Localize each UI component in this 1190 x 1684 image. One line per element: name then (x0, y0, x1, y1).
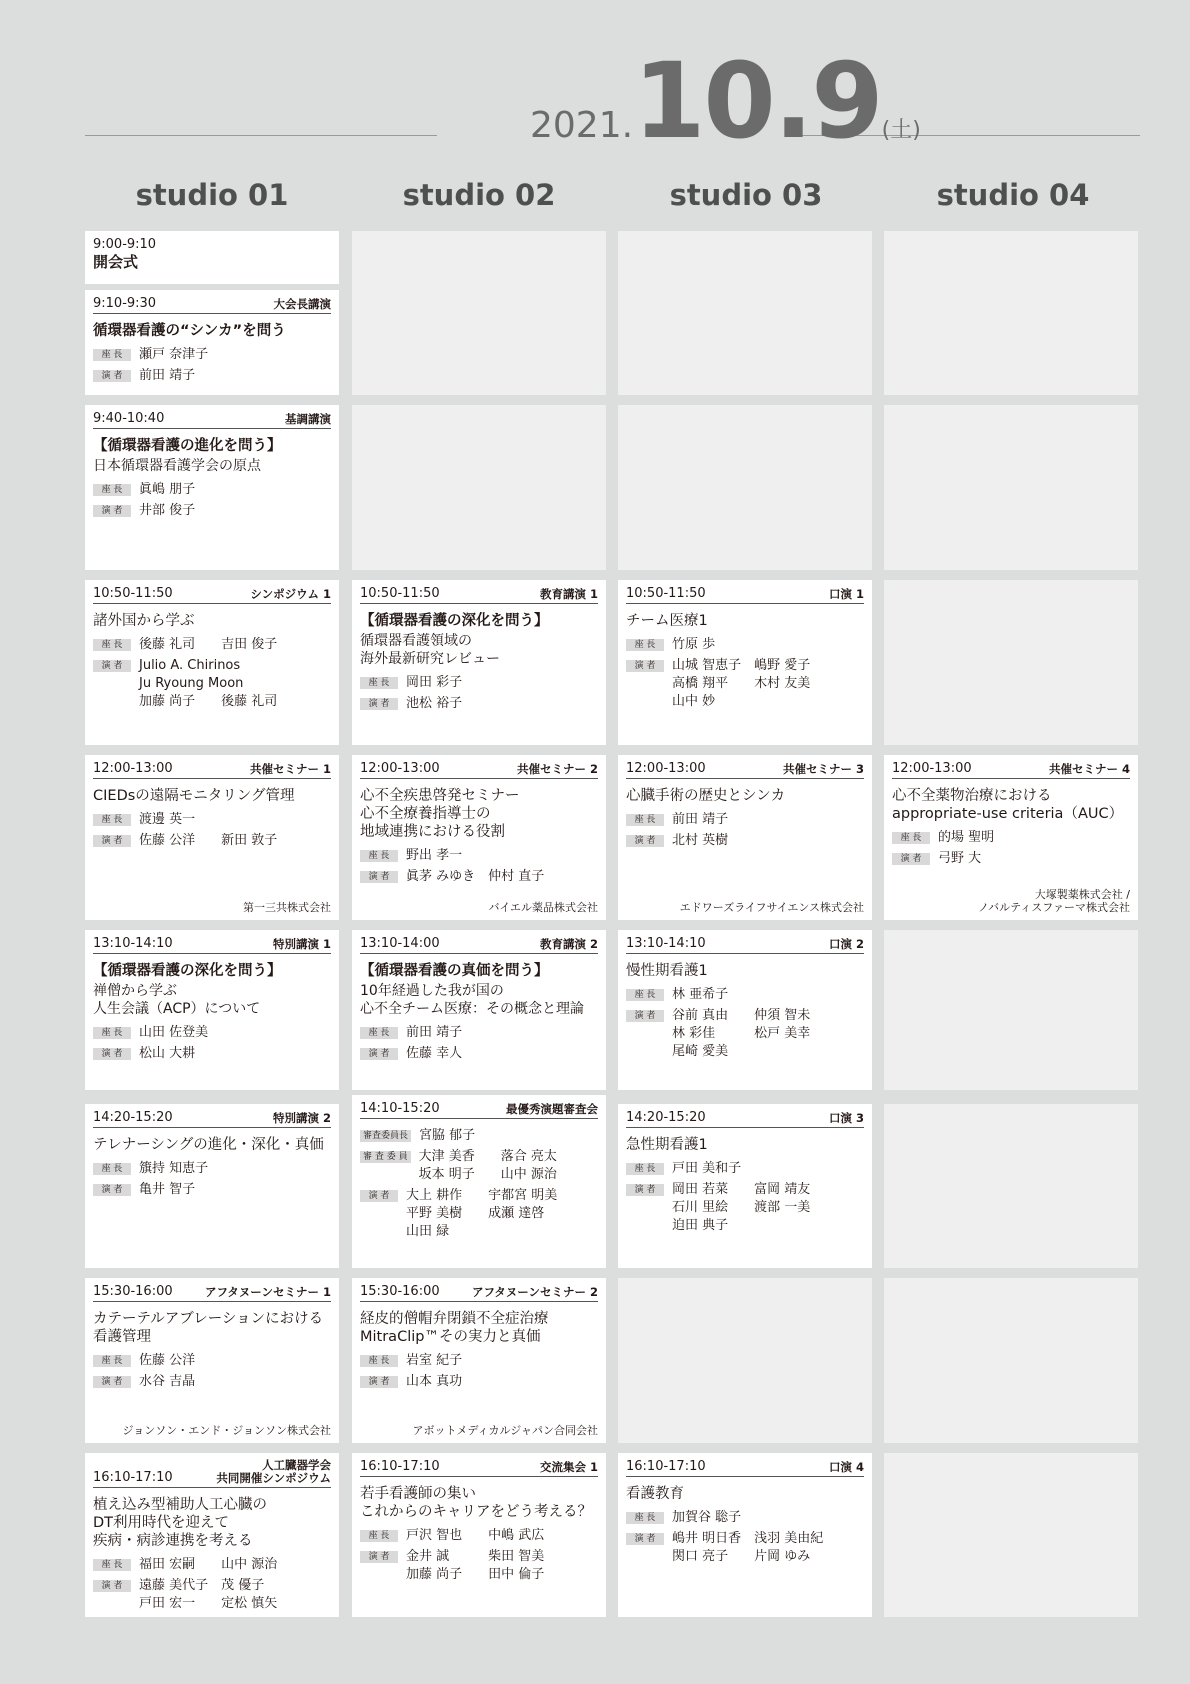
session-time: 14:10-15:20 (360, 1101, 440, 1116)
session-card[interactable] (618, 755, 872, 920)
session-sponsor: エドワーズライフサイエンス株式会社 (679, 901, 864, 914)
session-header (93, 761, 331, 779)
session-roles (93, 1352, 331, 1391)
session-header (360, 761, 598, 779)
session-title: 慢性期看護1 (626, 963, 708, 979)
session-time: 13:10-14:10 (93, 936, 173, 951)
event-date (530, 40, 921, 162)
studio-01-header: studio 01 (135, 178, 289, 212)
session-type: アフタヌーンセミナー 1 (205, 1285, 331, 1299)
empty-slot (618, 405, 872, 570)
role-row (360, 695, 598, 713)
session-card[interactable] (352, 930, 606, 1090)
role-row (360, 1045, 598, 1063)
session-time: 10:50-11:50 (626, 586, 706, 601)
session-roles (626, 1509, 864, 1566)
role-names: 谷前 真由 仲須 智未 林 彩佳 松戸 美幸 尾崎 愛美 (672, 1008, 811, 1059)
session-type: 共催セミナー 2 (516, 762, 598, 776)
session-type: 人工臓器学会 共同開催シンポジウム (216, 1458, 331, 1485)
session-type: 大会長講演 (273, 297, 331, 311)
role-names: 前田 靖子 (139, 368, 196, 383)
session-title: チーム医療1 (626, 613, 708, 629)
session-card[interactable] (85, 231, 339, 284)
session-card[interactable] (85, 290, 339, 395)
role-row (626, 811, 864, 829)
empty-slot (618, 231, 872, 395)
session-time: 14:20-15:20 (626, 1110, 706, 1125)
session-title: CIEDsの遠隔モニタリング管理 (93, 788, 295, 804)
empty-slot (884, 1278, 1138, 1443)
role-row (626, 1530, 864, 1566)
session-card[interactable] (85, 580, 339, 745)
role-names: 加賀谷 聡子 (672, 1510, 742, 1525)
role-names: 山本 真功 (406, 1374, 463, 1389)
role-row (93, 1181, 331, 1199)
session-title: 【循環器看護の深化を問う】 (360, 613, 549, 629)
session-time: 12:00-13:00 (93, 761, 173, 776)
session-type: 特別講演 2 (272, 1111, 331, 1125)
role-label: 演 者 (626, 1010, 664, 1022)
role-row (892, 829, 1130, 847)
role-label: 座 長 (360, 1027, 398, 1039)
role-label: 演 者 (626, 835, 664, 847)
role-row (93, 346, 331, 364)
session-type: 共催セミナー 3 (782, 762, 864, 776)
role-label: 座 長 (93, 484, 131, 496)
role-names: 大津 美香 落合 亮太 坂本 明子 山中 源治 (418, 1149, 557, 1182)
empty-slot (884, 231, 1138, 395)
role-row (626, 636, 864, 654)
role-label: 座 長 (626, 814, 664, 826)
session-time: 15:30-16:00 (93, 1284, 173, 1299)
role-names: 井部 俊子 (139, 503, 196, 518)
session-title: 急性期看護1 (626, 1137, 708, 1153)
role-row (360, 1527, 598, 1545)
session-header (360, 1459, 598, 1477)
role-names: 眞嶋 朋子 (139, 482, 196, 497)
role-row (93, 832, 331, 850)
role-row (93, 1352, 331, 1370)
session-header (626, 1110, 864, 1128)
role-names: 的場 聖明 (938, 830, 995, 845)
role-row (626, 657, 864, 711)
session-header (93, 1284, 331, 1302)
role-label: 座 長 (626, 989, 664, 1001)
session-time: 14:20-15:20 (93, 1110, 173, 1125)
studio-02-header: studio 02 (402, 178, 556, 212)
role-row (93, 481, 331, 499)
empty-slot (352, 405, 606, 570)
session-card[interactable] (884, 755, 1138, 920)
session-roles (93, 1160, 331, 1199)
session-roles (360, 1352, 598, 1391)
role-label: 演 者 (93, 1184, 131, 1196)
role-names: 水谷 吉晶 (139, 1374, 196, 1389)
role-row (892, 850, 1130, 868)
session-title: 心不全薬物治療における appropriate-use criteria（AUC） (892, 788, 1124, 822)
header (85, 40, 1140, 162)
session-sponsor: アボットメディカルジャパン合同会社 (412, 1424, 598, 1437)
role-row (360, 1127, 598, 1145)
session-type: 共催セミナー 1 (249, 762, 331, 776)
studio-headers (85, 178, 1140, 218)
session-time: 13:10-14:00 (360, 936, 440, 951)
role-label: 演 者 (360, 698, 398, 710)
session-header (360, 1101, 598, 1119)
role-row (93, 502, 331, 520)
role-names: 前田 靖子 (672, 812, 729, 827)
session-title: 【循環器看護の深化を問う】 (93, 963, 282, 979)
session-type: 教育講演 2 (539, 937, 598, 951)
session-type: シンポジウム 1 (250, 587, 331, 601)
studio-03-header: studio 03 (669, 178, 823, 212)
role-row (360, 868, 598, 886)
role-names: 宮脇 郁子 (419, 1128, 476, 1143)
session-card[interactable] (85, 755, 339, 920)
session-time: 10:50-11:50 (93, 586, 173, 601)
session-roles (93, 1556, 331, 1613)
session-time: 12:00-13:00 (892, 761, 972, 776)
date-day: 10.9 (633, 40, 882, 162)
role-label: 座 長 (360, 1530, 398, 1542)
role-row (626, 832, 864, 850)
session-title: 心不全疾患啓発セミナー 心不全療養指導士の 地域連携における役割 (360, 788, 520, 840)
role-label: 座 長 (360, 1355, 398, 1367)
role-row (360, 1187, 598, 1241)
session-time: 12:00-13:00 (360, 761, 440, 776)
role-names: 戸田 美和子 (672, 1161, 742, 1176)
session-header (626, 1459, 864, 1477)
session-card[interactable] (618, 930, 872, 1090)
role-label: 座 長 (93, 1163, 131, 1175)
session-header (93, 586, 331, 604)
session-time: 9:40-10:40 (93, 411, 165, 426)
session-card[interactable] (352, 1453, 606, 1617)
role-names: Julio A. Chirinos Ju Ryoung Moon 加藤 尚子 後藤 礼司 (139, 658, 278, 709)
session-roles (626, 636, 864, 711)
session-title: 植え込み型補助人工心臓の DT利用時代を迎えて 疾病・病診連携を考える (93, 1497, 267, 1549)
session-card[interactable] (618, 1104, 872, 1268)
session-title: 循環器看護の“シンカ”を問う (93, 323, 286, 339)
role-names: 竹原 歩 (672, 637, 716, 652)
role-names: 嶋井 明日香 浅羽 美由紀 関口 亮子 片岡 ゆみ (672, 1531, 824, 1564)
session-header (360, 586, 598, 604)
role-label: 演 者 (360, 1376, 398, 1388)
role-names: 金井 誠 柴田 智美 加藤 尚子 田中 倫子 (406, 1549, 545, 1582)
session-roles (360, 1127, 598, 1241)
role-names: 瀬戸 奈津子 (139, 347, 209, 362)
session-subtitle: 10年経過した我が国の 心不全チーム医療：その概念と理論 (360, 983, 584, 1017)
role-row (360, 847, 598, 865)
session-sponsor: 大塚製薬株式会社 / ノバルティスファーマ株式会社 (977, 888, 1130, 914)
session-roles (626, 811, 864, 850)
role-row (626, 1160, 864, 1178)
session-header (626, 936, 864, 954)
role-names: 眞茅 みゆき 仲村 直子 (406, 869, 545, 884)
session-type: 口演 4 (828, 1460, 864, 1474)
empty-slot (884, 580, 1138, 745)
session-roles (360, 674, 598, 713)
role-names: 遠藤 美代子 茂 優子 戸田 宏一 定松 慎矢 (139, 1578, 278, 1611)
session-time: 16:10-17:10 (93, 1470, 173, 1485)
session-roles (360, 1527, 598, 1584)
session-card[interactable] (352, 1278, 606, 1443)
session-card[interactable] (618, 580, 872, 745)
session-type: 共催セミナー 4 (1048, 762, 1130, 776)
role-label: 座 長 (892, 832, 930, 844)
role-row (93, 657, 331, 711)
session-time: 10:50-11:50 (360, 586, 440, 601)
role-label: 演 者 (93, 660, 131, 672)
session-card[interactable] (618, 1453, 872, 1617)
role-row (93, 367, 331, 385)
role-label: 座 長 (93, 639, 131, 651)
role-label: 演 者 (360, 1190, 398, 1202)
role-label: 演 者 (360, 1551, 398, 1563)
role-names: 林 亜希子 (672, 987, 729, 1002)
session-time: 9:00-9:10 (93, 237, 157, 252)
role-label: 座 長 (360, 850, 398, 862)
session-subtitle: 日本循環器看護学会の原点 (93, 458, 261, 474)
session-header (93, 1459, 331, 1488)
session-time: 16:10-17:10 (626, 1459, 706, 1474)
role-names: 亀井 智子 (139, 1182, 196, 1197)
role-names: 岡田 彩子 (406, 675, 463, 690)
session-roles (626, 986, 864, 1061)
session-roles (626, 1160, 864, 1235)
studio-04-header: studio 04 (936, 178, 1090, 212)
role-label: 演 者 (93, 505, 131, 517)
session-type: 交流集会 1 (539, 1460, 598, 1474)
session-title: テレナーシングの進化・深化・真価 (93, 1137, 324, 1153)
role-names: 佐藤 幸人 (406, 1046, 463, 1061)
session-header (626, 586, 864, 604)
role-label: 審査委員長 (360, 1130, 411, 1142)
role-names: 佐藤 公洋 新田 敦子 (139, 833, 278, 848)
session-time: 15:30-16:00 (360, 1284, 440, 1299)
session-card[interactable] (85, 405, 339, 570)
session-sponsor: バイエル薬品株式会社 (488, 901, 598, 914)
role-row (360, 1024, 598, 1042)
empty-slot (884, 1453, 1138, 1617)
role-names: 後藤 礼司 吉田 俊子 (139, 637, 278, 652)
session-title: 経皮的僧帽弁閉鎖不全症治療 MitraClip™その実力と真価 (360, 1311, 549, 1345)
role-names: 松山 大耕 (139, 1046, 196, 1061)
session-title: 【循環器看護の真価を問う】 (360, 963, 549, 979)
role-names: 大上 耕作 宇都宮 明美 平野 美樹 成瀬 達啓 山田 緑 (406, 1188, 558, 1239)
session-type: 特別講演 1 (272, 937, 331, 951)
role-names: 弓野 大 (938, 851, 982, 866)
session-card[interactable] (352, 580, 606, 745)
session-card[interactable] (85, 1453, 339, 1617)
session-type: 基調講演 (285, 412, 331, 426)
session-roles (93, 481, 331, 520)
session-header (360, 1284, 598, 1302)
session-card[interactable] (85, 1278, 339, 1443)
role-label: 演 者 (626, 1533, 664, 1545)
role-label: 演 者 (360, 871, 398, 883)
role-row (93, 1024, 331, 1042)
role-names: 福田 宏嗣 山中 源治 (139, 1557, 278, 1572)
role-names: 佐藤 公洋 (139, 1353, 196, 1368)
session-card[interactable] (85, 930, 339, 1090)
empty-slot (884, 405, 1138, 570)
role-names: 渡邊 英一 (139, 812, 196, 827)
session-card[interactable] (352, 755, 606, 920)
session-header (360, 936, 598, 954)
session-subtitle: 禅僧から学ぶ 人生会議（ACP）について (93, 983, 261, 1017)
role-row (93, 811, 331, 829)
role-row (626, 1181, 864, 1235)
session-title: カテーテルアブレーションにおける 看護管理 (93, 1311, 324, 1345)
role-row (360, 1148, 598, 1184)
header-rule-left (85, 135, 437, 136)
session-roles (93, 636, 331, 711)
role-names: 戸沢 智也 中嶋 武広 (406, 1528, 545, 1543)
role-names: 野出 孝一 (406, 848, 463, 863)
role-label: 演 者 (626, 660, 664, 672)
session-sponsor: ジョンソン・エンド・ジョンソン株式会社 (122, 1424, 331, 1437)
empty-slot (884, 930, 1138, 1090)
session-roles (93, 811, 331, 850)
role-label: 演 者 (93, 370, 131, 382)
session-header (93, 936, 331, 954)
session-type: 口演 1 (828, 587, 864, 601)
role-label: 演 者 (93, 1580, 131, 1592)
date-year: 2021. (530, 105, 634, 146)
session-time: 16:10-17:10 (360, 1459, 440, 1474)
session-roles (892, 829, 1130, 868)
role-row (93, 1577, 331, 1613)
role-names: 前田 靖子 (406, 1025, 463, 1040)
role-label: 演 者 (892, 853, 930, 865)
session-card[interactable] (85, 1104, 339, 1268)
role-label: 座 長 (93, 349, 131, 361)
session-roles (93, 1024, 331, 1063)
role-row (93, 1045, 331, 1063)
role-row (360, 674, 598, 692)
role-names: 池松 裕子 (406, 696, 463, 711)
session-title: 看護教育 (626, 1486, 684, 1502)
role-label: 座 長 (626, 1163, 664, 1175)
empty-slot (352, 231, 606, 395)
role-label: 座 長 (626, 1512, 664, 1524)
role-label: 座 長 (626, 639, 664, 651)
session-title: 心臓手術の歴史とシンカ (626, 788, 786, 804)
session-roles (360, 847, 598, 886)
empty-slot (884, 1104, 1138, 1268)
role-label: 座 長 (93, 1559, 131, 1571)
session-title: 【循環器看護の進化を問う】 (93, 438, 282, 454)
role-row (626, 1509, 864, 1527)
role-row (93, 1160, 331, 1178)
date-weekday: (土) (881, 118, 921, 143)
session-type: 最優秀演題審査会 (506, 1102, 598, 1116)
role-row (93, 636, 331, 654)
session-sponsor: 第一三共株式会社 (243, 901, 331, 914)
session-title: 若手看護師の集い これからのキャリアをどう考える？ (360, 1486, 592, 1520)
role-names: 北村 英樹 (672, 833, 729, 848)
role-label: 演 者 (93, 835, 131, 847)
role-label: 演 者 (93, 1376, 131, 1388)
role-names: 岡田 若菜 富岡 靖友 石川 里絵 渡部 一美 迫田 典子 (672, 1182, 811, 1233)
session-header (892, 761, 1130, 779)
role-label: 演 者 (626, 1184, 664, 1196)
session-roles (93, 346, 331, 385)
role-row (360, 1373, 598, 1391)
role-names: 籏持 知恵子 (139, 1161, 209, 1176)
role-label: 座 長 (93, 814, 131, 826)
session-type: 教育講演 1 (539, 587, 598, 601)
session-time: 13:10-14:10 (626, 936, 706, 951)
role-label: 座 長 (93, 1027, 131, 1039)
empty-slot (618, 1278, 872, 1443)
session-card[interactable] (352, 1095, 606, 1268)
role-row (626, 1007, 864, 1061)
role-row (93, 1373, 331, 1391)
role-names: 山田 佐登美 (139, 1025, 209, 1040)
session-header (626, 761, 864, 779)
role-label: 座 長 (360, 677, 398, 689)
role-names: 山城 智恵子 嶋野 愛子 高橋 翔平 木村 友美 山中 妙 (672, 658, 811, 709)
session-time: 12:00-13:00 (626, 761, 706, 776)
session-header (93, 411, 331, 429)
session-type: 口演 3 (828, 1111, 864, 1125)
session-type: 口演 2 (828, 937, 864, 951)
session-type: アフタヌーンセミナー 2 (472, 1285, 598, 1299)
session-header (93, 1110, 331, 1128)
role-row (93, 1556, 331, 1574)
session-roles (360, 1024, 598, 1063)
role-row (360, 1352, 598, 1370)
role-names: 岩室 紀子 (406, 1353, 463, 1368)
role-row (626, 986, 864, 1004)
session-title: 開会式 (93, 253, 139, 271)
role-label: 審 査 委 員 (360, 1151, 411, 1163)
role-row (360, 1548, 598, 1584)
session-time: 9:10-9:30 (93, 296, 157, 311)
session-subtitle: 循環器看護領域の 海外最新研究レビュー (360, 633, 500, 667)
role-label: 演 者 (93, 1048, 131, 1060)
role-label: 演 者 (360, 1048, 398, 1060)
session-title: 諸外国から学ぶ (93, 613, 195, 629)
session-header (93, 296, 331, 314)
role-label: 座 長 (93, 1355, 131, 1367)
